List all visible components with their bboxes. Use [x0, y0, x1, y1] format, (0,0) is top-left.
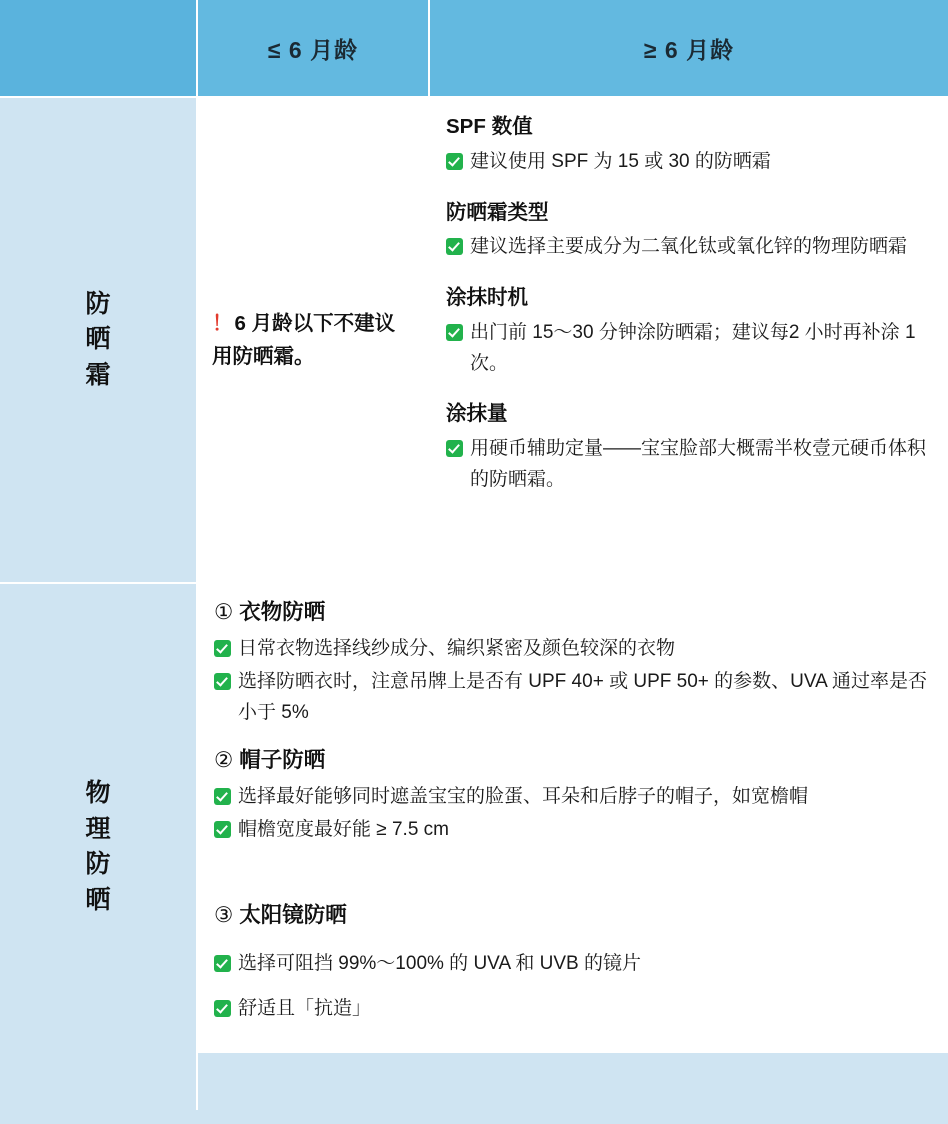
check-icon [446, 324, 463, 341]
bullet-text: 出门前 15～30 分钟涂防晒霜；建议每2 小时再补涂 1次。 [470, 321, 916, 374]
check-icon [214, 788, 231, 805]
block-title-text: 衣物防晒 [239, 600, 326, 624]
bullet-text: 选择可阻挡 99%～100% 的 UVA 和 UVB 的镜片 [238, 953, 641, 975]
block-title [214, 597, 932, 628]
check-icon [214, 640, 231, 657]
block-title-text: 帽子防晒 [239, 748, 326, 772]
bullet-text: 选择防晒衣时，注意吊牌上是否有 UPF 40+ 或 UPF 50+ 的参数、UVA 通过率是否小于 5% [238, 670, 928, 723]
bullet-text: 选择最好能够同时遮盖宝宝的脸蛋、耳朵和后脖子的帽子，如宽檐帽 [238, 786, 809, 808]
row-label-physical [0, 582, 198, 1110]
bullet-item [214, 667, 932, 729]
bullet-item [446, 232, 932, 263]
physical-protection-cells [198, 582, 948, 1110]
header-corner-cell [0, 0, 198, 96]
bullet-text: 日常衣物选择线纱成分、编织紧密及颜色较深的衣物 [238, 638, 676, 660]
cell-sunscreen-over-6 [430, 96, 948, 582]
row-label-physical-text: 物理防晒 [85, 779, 111, 914]
bullet-item [214, 815, 932, 846]
table-header-row [0, 0, 948, 96]
bullet-item [446, 318, 932, 380]
section-title: 防晒霜类型 [446, 200, 549, 224]
check-icon [214, 821, 231, 838]
bullet-item [446, 434, 932, 496]
block-clothing-protection [198, 582, 948, 730]
number-circle-3: ③ [214, 903, 234, 927]
bullet-item [214, 949, 932, 980]
bullet-item [214, 634, 932, 665]
bullet-item [214, 994, 932, 1025]
check-icon [214, 673, 231, 690]
block-title [214, 900, 932, 931]
block-title-text: 太阳镜防晒 [239, 903, 347, 927]
section-spf-value [446, 112, 932, 178]
section-title: SPF 数值 [446, 115, 533, 138]
check-icon [446, 440, 463, 457]
warning-text: 6 月龄以下不建议用防晒霜。 [212, 311, 396, 368]
bullet-item [214, 782, 932, 813]
exclamation-icon: ！ [212, 311, 233, 335]
cell-sunscreen-under-6 [198, 96, 430, 582]
warning-text-block [212, 307, 414, 373]
header-under-6-months: ≤ 6 月龄 [198, 0, 430, 96]
block-hat-protection [198, 730, 948, 885]
block-sunglasses-protection [198, 885, 948, 1053]
header-over-6-months: ≥ 6 月龄 [430, 0, 948, 96]
table-row-sunscreen [0, 96, 948, 582]
row-label-sunscreen-text: 防晒霜 [85, 289, 111, 389]
number-circle-1: ① [214, 600, 234, 624]
number-circle-2: ② [214, 748, 234, 772]
bullet-text: 建议选择主要成分为二氧化钛或氧化锌的物理防晒霜 [470, 236, 908, 258]
section-title: 涂抹量 [446, 402, 508, 426]
bottom-spacer [0, 1110, 948, 1124]
bullet-text: 用硬币辅助定量——宝宝脸部大概需半枚壹元硬币体积的防晒霜。 [470, 438, 927, 490]
section-sunscreen-type [446, 198, 932, 264]
bullet-text: 帽檐宽度最好能 ≥ 7.5 cm [238, 818, 450, 840]
check-icon [214, 955, 231, 972]
bullet-text: 舒适且「抗造」 [238, 997, 372, 1019]
section-application-amount [446, 399, 932, 495]
bullet-text: 建议使用 SPF 为 15 或 30 的防晒霜 [470, 150, 771, 172]
row-label-sunscreen [0, 96, 198, 582]
bullet-item [446, 147, 932, 178]
section-application-timing [446, 283, 932, 379]
check-icon [214, 1000, 231, 1017]
section-title: 涂抹时机 [446, 286, 528, 310]
table-row-physical-protection [0, 582, 948, 1110]
check-icon [446, 153, 463, 170]
check-icon [446, 238, 463, 255]
block-title [214, 745, 932, 776]
